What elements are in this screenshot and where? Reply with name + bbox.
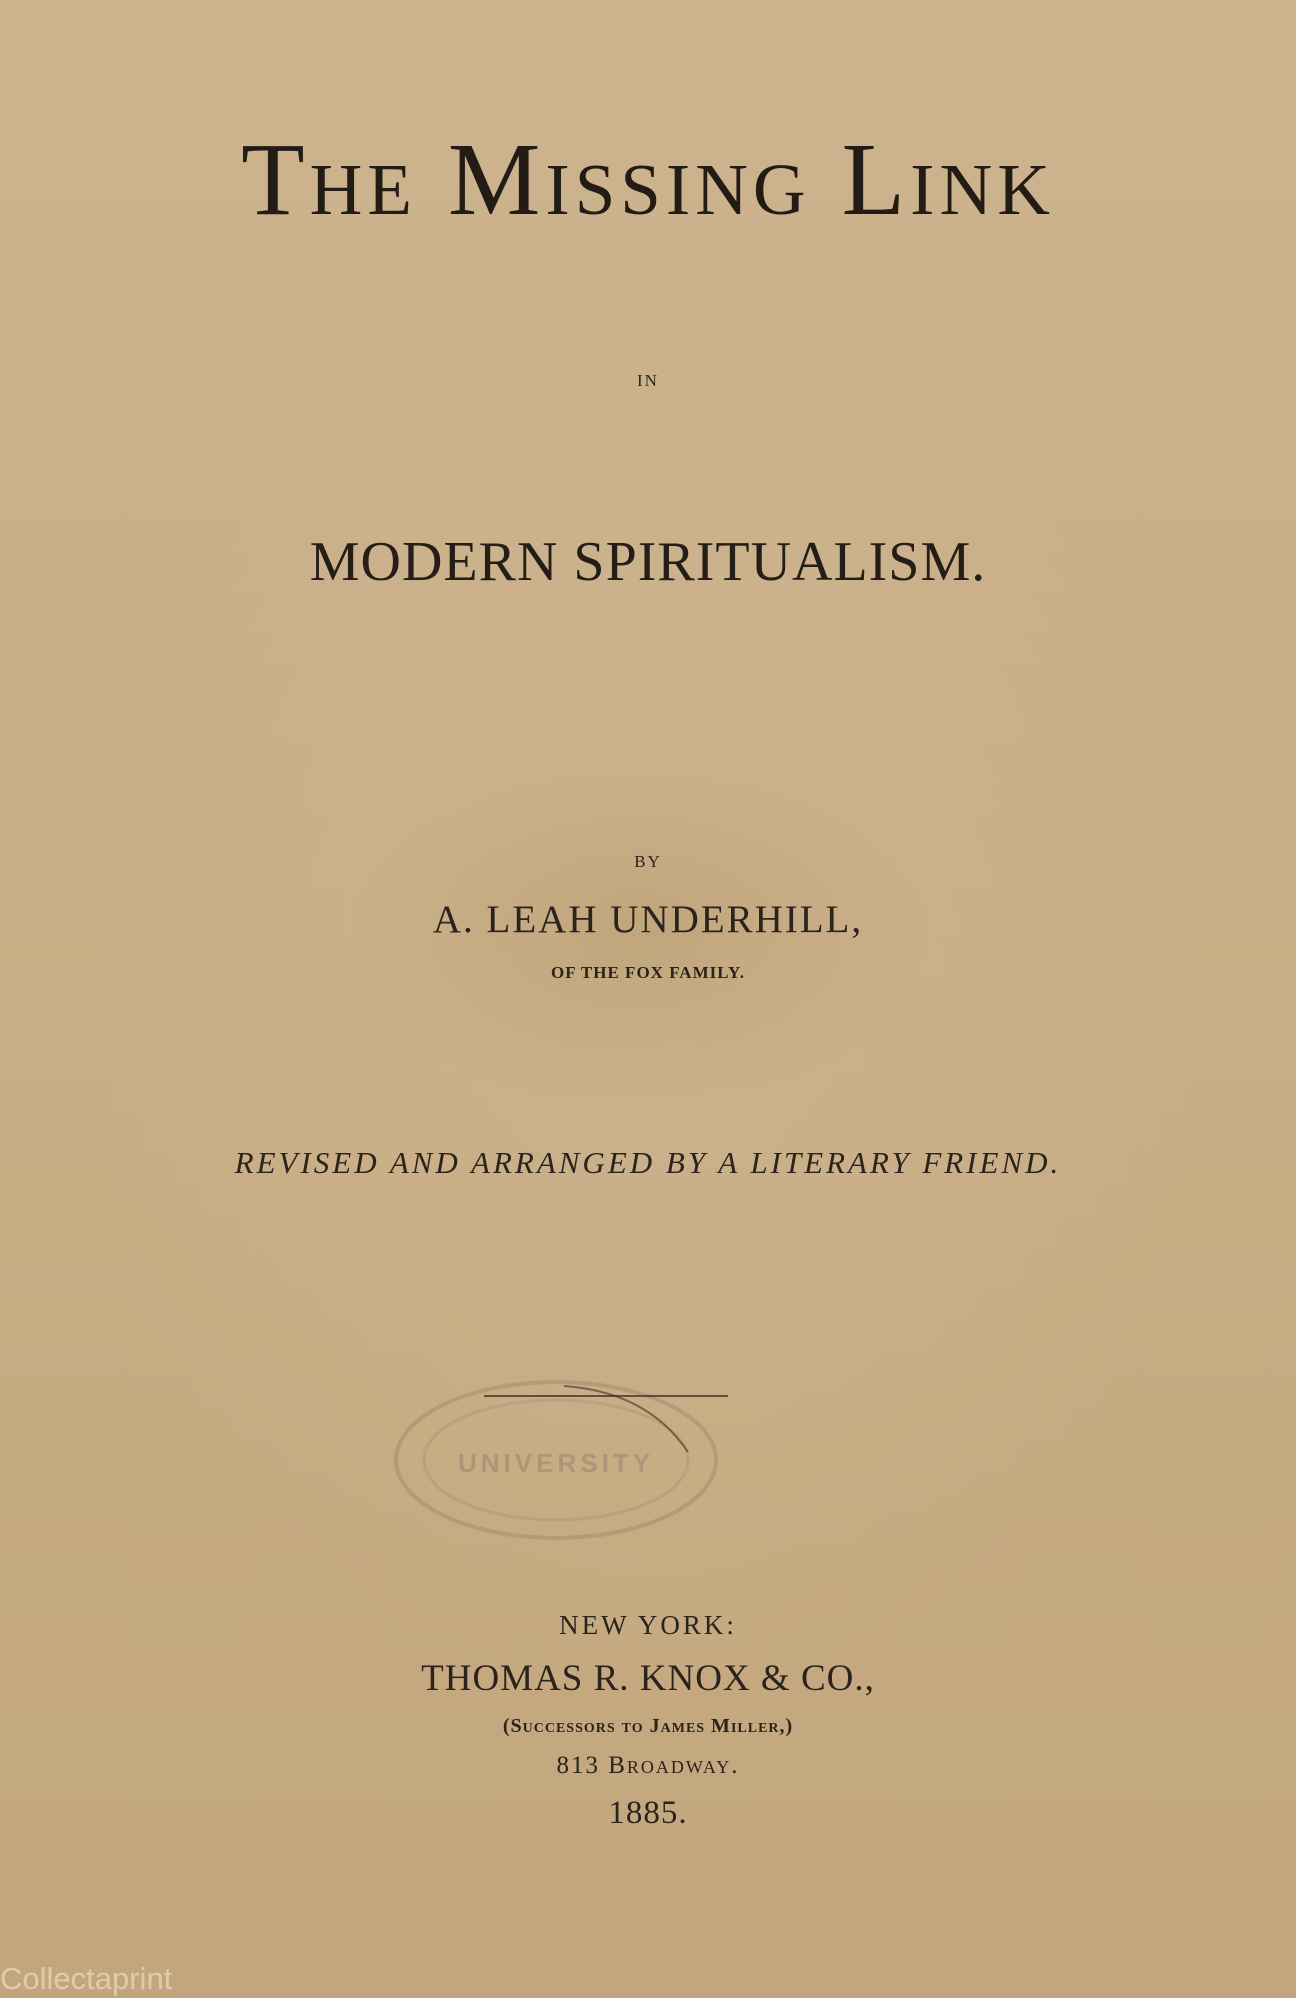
book-title: The Missing Link — [241, 122, 1055, 237]
book-subtitle: MODERN SPIRITUALISM. — [309, 531, 987, 593]
imprint-publisher: THOMAS R. KNOX & CO., — [421, 1658, 875, 1699]
library-stamp-icon — [388, 1362, 728, 1542]
imprint-successors: (Successors to James Miller,) — [502, 1715, 794, 1737]
author-note: OF THE FOX FAMILY. — [550, 963, 745, 982]
imprint-address: 813 Broadway. — [556, 1752, 740, 1779]
revision-note: REVISED AND ARRANGED BY A LITERARY FRIEND. — [234, 1145, 1062, 1180]
scan-watermark: Collectaprint — [0, 1961, 173, 1996]
author-name: A. LEAH UNDERHILL, — [432, 898, 864, 941]
stamp-text: UNIVERSITY — [457, 1448, 655, 1478]
title-connector: IN — [637, 371, 659, 390]
imprint-city: NEW YORK: — [559, 1610, 737, 1640]
by-line: BY — [634, 852, 662, 871]
imprint-year: 1885. — [608, 1795, 688, 1831]
